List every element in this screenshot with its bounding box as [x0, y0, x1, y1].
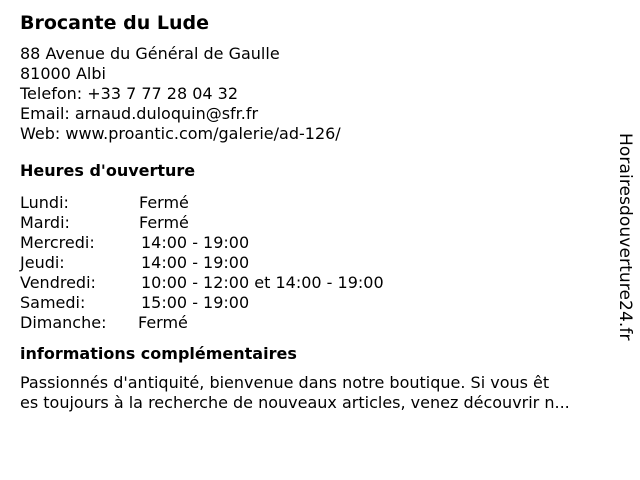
hours-row-dimanche [20, 313, 620, 333]
business-name: Brocante du Lude [20, 12, 209, 34]
hours-table [20, 193, 620, 333]
email-line: Email: arnaud.duloquin@sfr.fr [20, 104, 259, 123]
day-hours: Fermé [139, 193, 189, 212]
address-line-1: 88 Avenue du Général de Gaulle [20, 44, 280, 63]
info-heading: informations complémentaires [20, 344, 297, 363]
hours-row-samedi [20, 293, 620, 313]
hours-row-mardi [20, 213, 620, 233]
site-watermark: Horairesdouverture24.fr [615, 133, 635, 341]
day-label: Vendredi: [20, 273, 96, 292]
hours-row-lundi [20, 193, 620, 213]
day-label: Mardi: [20, 213, 70, 232]
description [20, 373, 620, 413]
day-hours: 14:00 - 19:00 [141, 233, 250, 252]
hours-heading: Heures d'ouverture [20, 161, 196, 180]
day-hours: 10:00 - 12:00 et 14:00 - 19:00 [141, 273, 384, 292]
day-hours: 14:00 - 19:00 [141, 253, 250, 272]
day-hours: Fermé [138, 313, 188, 332]
day-hours: Fermé [139, 213, 189, 232]
phone-line: Telefon: +33 7 77 28 04 32 [20, 84, 239, 103]
web-line: Web: www.proantic.com/galerie/ad-126/ [20, 124, 341, 143]
day-label: Mercredi: [20, 233, 95, 252]
business-card [20, 10, 620, 413]
day-label: Samedi: [20, 293, 86, 312]
hours-row-jeudi [20, 253, 620, 273]
day-label: Dimanche: [20, 313, 107, 332]
hours-row-mercredi [20, 233, 620, 253]
day-label: Lundi: [20, 193, 69, 212]
address-line-2: 81000 Albi [20, 64, 106, 83]
day-hours: 15:00 - 19:00 [141, 293, 250, 312]
day-label: Jeudi: [20, 253, 65, 272]
description-line-1: Passionnés d'antiquité, bienvenue dans notre boutique. Si vous êt [20, 373, 550, 392]
hours-row-vendredi [20, 273, 620, 293]
description-line-2: es toujours à la recherche de nouveaux articles, venez découvrir n... [20, 393, 570, 412]
